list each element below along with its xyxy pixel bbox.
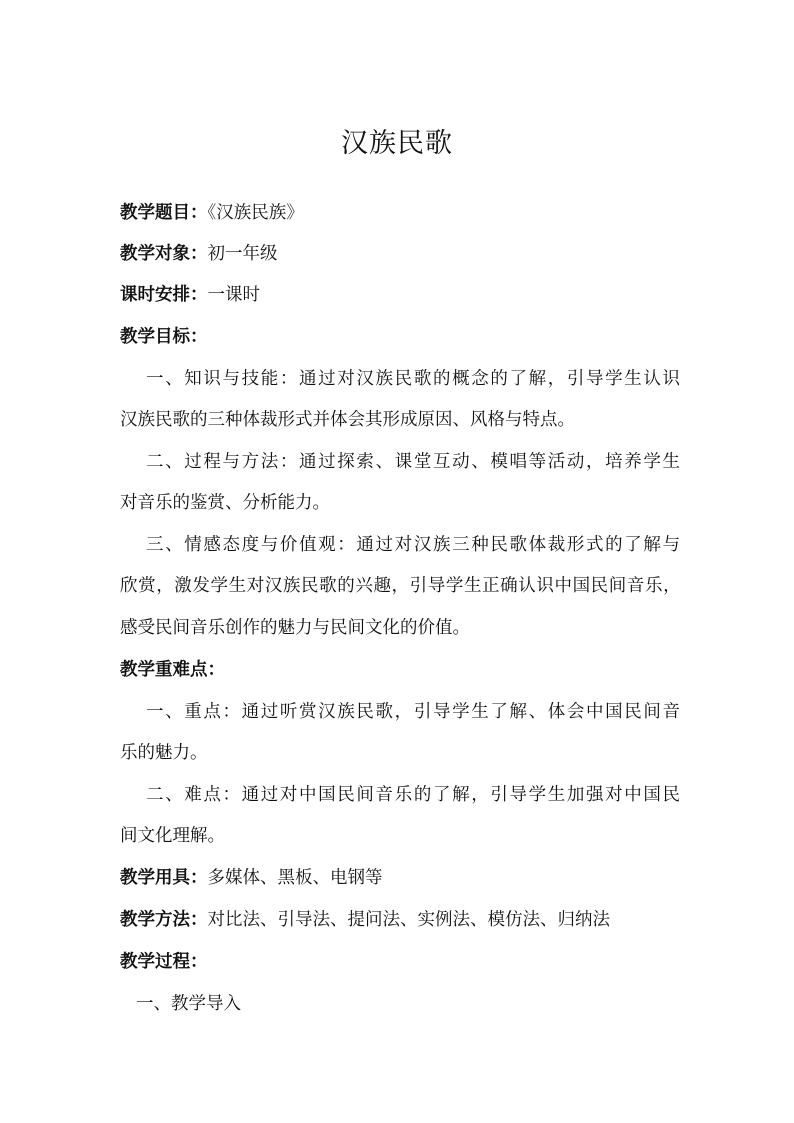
meta-schedule-value: 一课时 (207, 285, 260, 305)
objectives-heading: 教学目标： (120, 327, 208, 347)
teaching-tools-label: 教学用具： (120, 868, 208, 888)
key-point-2-line2: 间文化理解。 (120, 826, 225, 846)
teaching-methods-label: 教学方法： (120, 910, 208, 930)
key-point-1-line2: 乐的魅力。 (120, 743, 208, 763)
key-point-2-line1: 二、难点：通过对中国民间音乐的了解，引导学生加强对中国民 (146, 785, 680, 805)
teaching-methods (120, 905, 680, 935)
key-point-1-line1: 一、重点：通过听赏汉族民歌，引导学生了解、体会中国民间音 (146, 702, 680, 722)
document-title: 汉族民歌 (341, 128, 453, 159)
objective-3-line1: 三、情感态度与价值观：通过对汉族三种民歌体裁形式的了解与 (146, 535, 680, 555)
teaching-methods-value: 对比法、引导法、提问法、实例法、模仿法、归纳法 (207, 910, 610, 930)
meta-schedule (120, 280, 680, 310)
meta-audience-label: 教学对象： (120, 244, 208, 264)
meta-audience (120, 239, 680, 269)
objective-3-line2: 欣赏，激发学生对汉族民歌的兴趣，引导学生正确认识中国民间音乐， (120, 576, 680, 596)
objective-2-line2: 对音乐的鉴赏、分析能力。 (120, 493, 330, 513)
objective-1-line1: 一、知识与技能：通过对汉族民歌的概念的了解，引导学生认识 (146, 369, 680, 389)
key-points-heading: 教学重难点： (120, 660, 225, 680)
meta-schedule-label: 课时安排： (120, 285, 208, 305)
objective-1-line2: 汉族民歌的三种体裁形式并体会其形成原因、风格与特点。 (120, 410, 575, 430)
objective-3-line3: 感受民间音乐创作的魅力与民间文化的价值。 (120, 618, 470, 638)
process-step-1: 一、教学导入 (136, 994, 241, 1014)
meta-topic-label: 教学题目： (120, 203, 208, 223)
process-heading: 教学过程： (120, 952, 208, 972)
meta-audience-value: 初一年级 (207, 244, 278, 264)
meta-topic-value: 《汉族民族》 (207, 203, 304, 223)
teaching-tools (120, 863, 680, 893)
objective-2-line1: 二、过程与方法：通过探索、课堂互动、模唱等活动，培养学生 (146, 452, 680, 472)
teaching-tools-value: 多媒体、黑板、电钢等 (207, 868, 383, 888)
meta-topic (120, 198, 680, 228)
